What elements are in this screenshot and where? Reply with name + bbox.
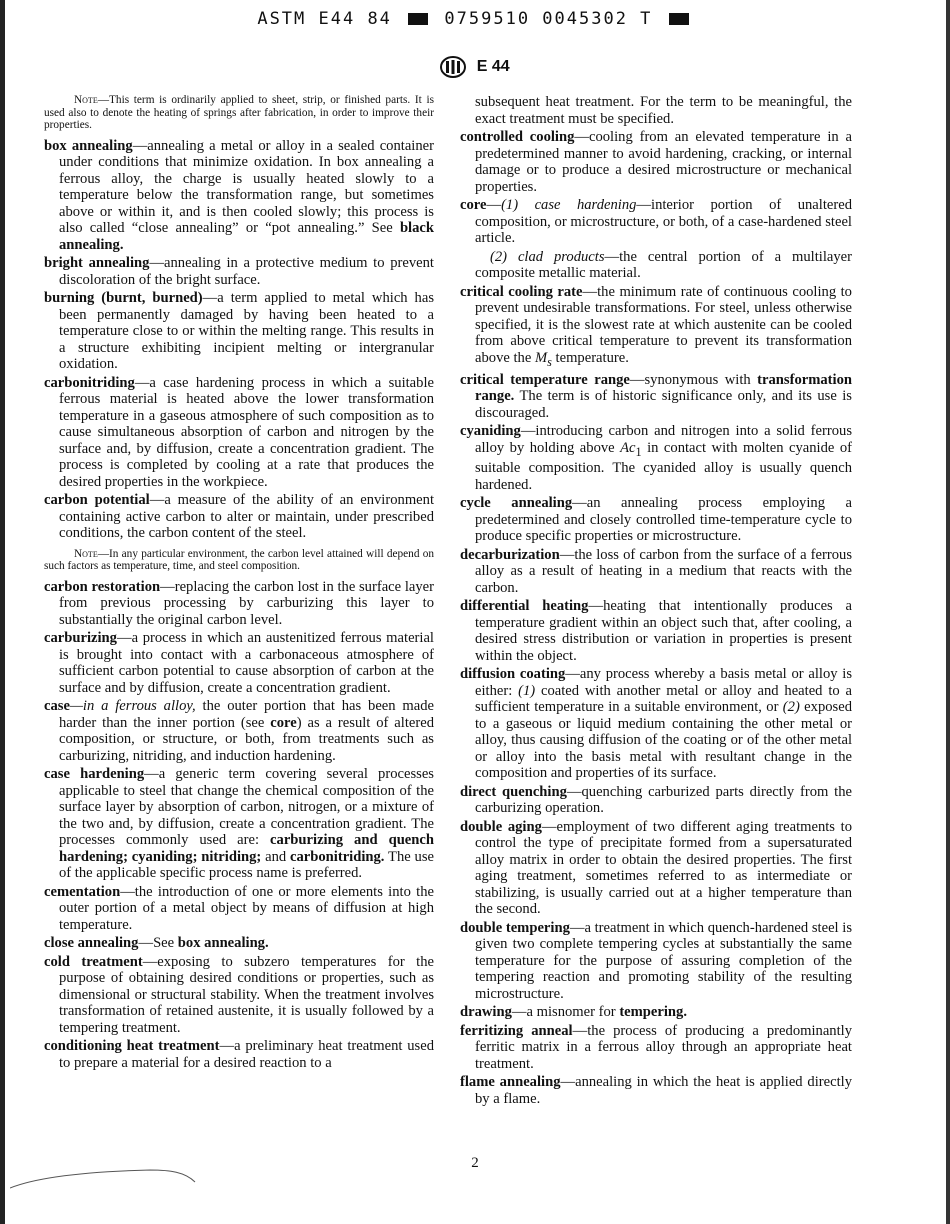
entry-burning: burning (burnt, burned)—a term applied to metal which has been permanently damaged by having been heated to a temperature close to or within the melting range. This results in a structure exhibiting incipient melting or intergranular oxidation.	[44, 290, 434, 372]
left-column	[44, 94, 434, 1073]
entry-box-annealing: box annealing—annealing a metal or alloy in a sealed container under conditions that minimize oxidation. In box annealing a ferrous alloy, the charge is usually heated slowly to a temperature below the transformation range, but sometimes above or within it, and is then cooled slowly; this process is also called “close annealing” or “pot annealing.” See black annealing.	[44, 137, 434, 253]
scan-left-edge	[0, 0, 5, 1224]
document-designation: E 44	[476, 58, 510, 76]
header-block-mark	[408, 13, 428, 25]
note-2: Note—In any particular environment, the carbon level attained will depend on such factors as temperature, time, and steel composition.	[44, 547, 434, 572]
astm-logo-row	[0, 56, 950, 78]
entry-carburizing: carburizing—a process in which an austenitized ferrous material is brought into contact with a carbonaceous atmosphere of sufficient carbon potential to cause absorption of carbon at the surface and by diffusion, create a concentration gradient.	[44, 630, 434, 696]
note-1: Note—This term is ordinarily applied to sheet, strip, or finished parts. It is used also to denote the heating of springs after fabrication, in order to improve their properties.	[44, 94, 434, 131]
entry-bright-annealing: bright annealing—annealing in a protective medium to prevent discoloration of the bright surface.	[44, 255, 434, 288]
entry-core: core—(1) case hardening—interior portion of unaltered composition, or microstructure, or both, of a case-hardened steel article.	[460, 197, 852, 246]
entry-case-hardening: case hardening—a generic term covering several processes applicable to steel that change the chemical composition of the surface layer by absorption of carbon, nitrogen, or a mixture of the two and, by diffusion, create a concentration gradient. The processes commonly used are: carburizing and quench hardening; cyaniding; nitriding; and carbonitriding. The use of the applicable specific process name is preferred.	[44, 766, 434, 881]
entry-core-sub: (2) clad products—the central portion of a multilayer composite metallic material.	[475, 248, 852, 281]
entry-drawing: drawing—a misnomer for tempering.	[460, 1004, 687, 1021]
scan-right-edge	[946, 0, 950, 1224]
document-header	[0, 9, 950, 29]
entry-carbon-restoration: carbon restoration—replacing the carbon lost in the surface layer from previous processing by carburizing this layer to substantially the original carbon level.	[44, 578, 434, 628]
entry-critical-cooling-rate: critical cooling rate—the minimum rate of continuous cooling to prevent undesirable transformations. For steel, unless otherwise specified, it is the slowest rate at which austenite can be cooled from above critical temperature to prevent its transformation above the $M_s$ temperature.	[460, 283, 852, 369]
entry-cycle-annealing: cycle annealing—an annealing process employing a predetermined and closely controlled time-temperature cycle to produce specific properties or microstructure.	[460, 495, 852, 545]
entry-carbonitriding: carbonitriding—a case hardening process in which a suitable ferrous material is heated above the lower transformation temperature in a gaseous atmosphere of such composition as to cause simultaneous absorption of carbon and nitrogen by the surface and, by diffusion, create a concentration gradient. The process is completed by cooling at a rate that produces the desired properties in the workpiece.	[44, 374, 434, 490]
astm-logo-icon	[440, 56, 466, 78]
header-right-text: 0759510 0045302 T	[444, 9, 653, 29]
entry-close-annealing: close annealing—See box annealing.	[44, 935, 269, 951]
entry-case: case—in a ferrous alloy, the outer portion that has been made harder than the inner portion (see core) as a result of altered composition, or structure, or both, from treatments such as carburizing, nitriding, and induction hardening.	[44, 698, 435, 764]
entry-double-tempering: double tempering—a treatment in which quench-hardened steel is given two complete tempering cycles at substantially the same temperature for the purpose of assuring completion of the tempering reaction and promoting stability of the resulting microstructure.	[460, 919, 852, 1002]
entry-cementation: cementation—the introduction of one or more elements into the outer portion of a metal object by means of diffusion at high temperature.	[44, 883, 434, 933]
entry-cyaniding: cyaniding—introducing carbon and nitrogen into a solid ferrous alloy by holding above $Ac_1$ in contact with molten cyanide of suitable composition. The cyanided alloy is usually quench hardened.	[460, 423, 853, 493]
entry-conditioning-heat-treatment: conditioning heat treatment—a preliminary heat treatment used to prepare a material for a desired reaction to a	[44, 1038, 434, 1071]
continuation-text: subsequent heat treatment. For the term to be meaningful, the exact treatment must be specified.	[475, 94, 852, 127]
entry-critical-temperature-range: critical temperature range—synonymous with transformation range. The term is of historic significance only, and its use is discouraged.	[460, 371, 853, 421]
entry-cold-treatment: cold treatment—exposing to subzero temperatures for the purpose of obtaining desired conditions or properties, such as dimensional or structural stability. When the treatment involves transformation of retained austenite, it is usually followed by a tempering treatment.	[44, 953, 434, 1036]
page-number: 2	[471, 1155, 479, 1171]
header-left-text: ASTM E44 84	[257, 9, 392, 29]
entry-decarburization: decarburization—the loss of carbon from the surface of a ferrous alloy as a result of heating in a medium that reacts with the carbon.	[460, 546, 852, 596]
entry-flame-annealing: flame annealing—annealing in which the heat is applied directly by a flame.	[460, 1074, 852, 1107]
right-column	[460, 94, 852, 1109]
entry-double-aging: double aging—employment of two different aging treatments to control the type of precipitate formed from a supersaturated alloy matrix in order to obtain the desired properties. The first aging treatment, sometimes referred to as intermediate or stabilizing, is usually carried out at a higher temperature than the second.	[460, 818, 852, 918]
entry-differential-heating: differential heating—heating that intentionally produces a temperature gradient within an object such that, after cooling, a desired stress distribution or variation in properties is present within the object.	[460, 598, 853, 664]
entry-ferritizing-anneal: ferritizing anneal—the process of producing a predominantly ferritic matrix in a ferrous alloy through an appropriate heat treatment.	[460, 1022, 852, 1072]
entry-carbon-potential: carbon potential—a measure of the ability of an environment containing active carbon to alter or maintain, under prescribed conditions, the carbon content of the steel.	[44, 492, 434, 541]
entry-diffusion-coating: diffusion coating—any process whereby a basis metal or alloy is either: (1) coated with another metal or alloy and heated to a sufficient temperature in a suitable environment, or (2) exposed to a gaseous or liquid medium containing the other metal or alloy, thus causing diffusion of the coating or of the other metal or alloy into the basis metal with resultant change in the composition and properties of its surface.	[460, 666, 853, 782]
entry-controlled-cooling: controlled cooling—cooling from an elevated temperature in a predetermined manner to avoid hardening, cracking, or internal damage or to produce a desired microstructure or mechanical properties.	[460, 129, 852, 195]
header-block-mark-end	[669, 13, 689, 25]
entry-direct-quenching: direct quenching—quenching carburized parts directly from the carburizing operation.	[460, 783, 852, 817]
